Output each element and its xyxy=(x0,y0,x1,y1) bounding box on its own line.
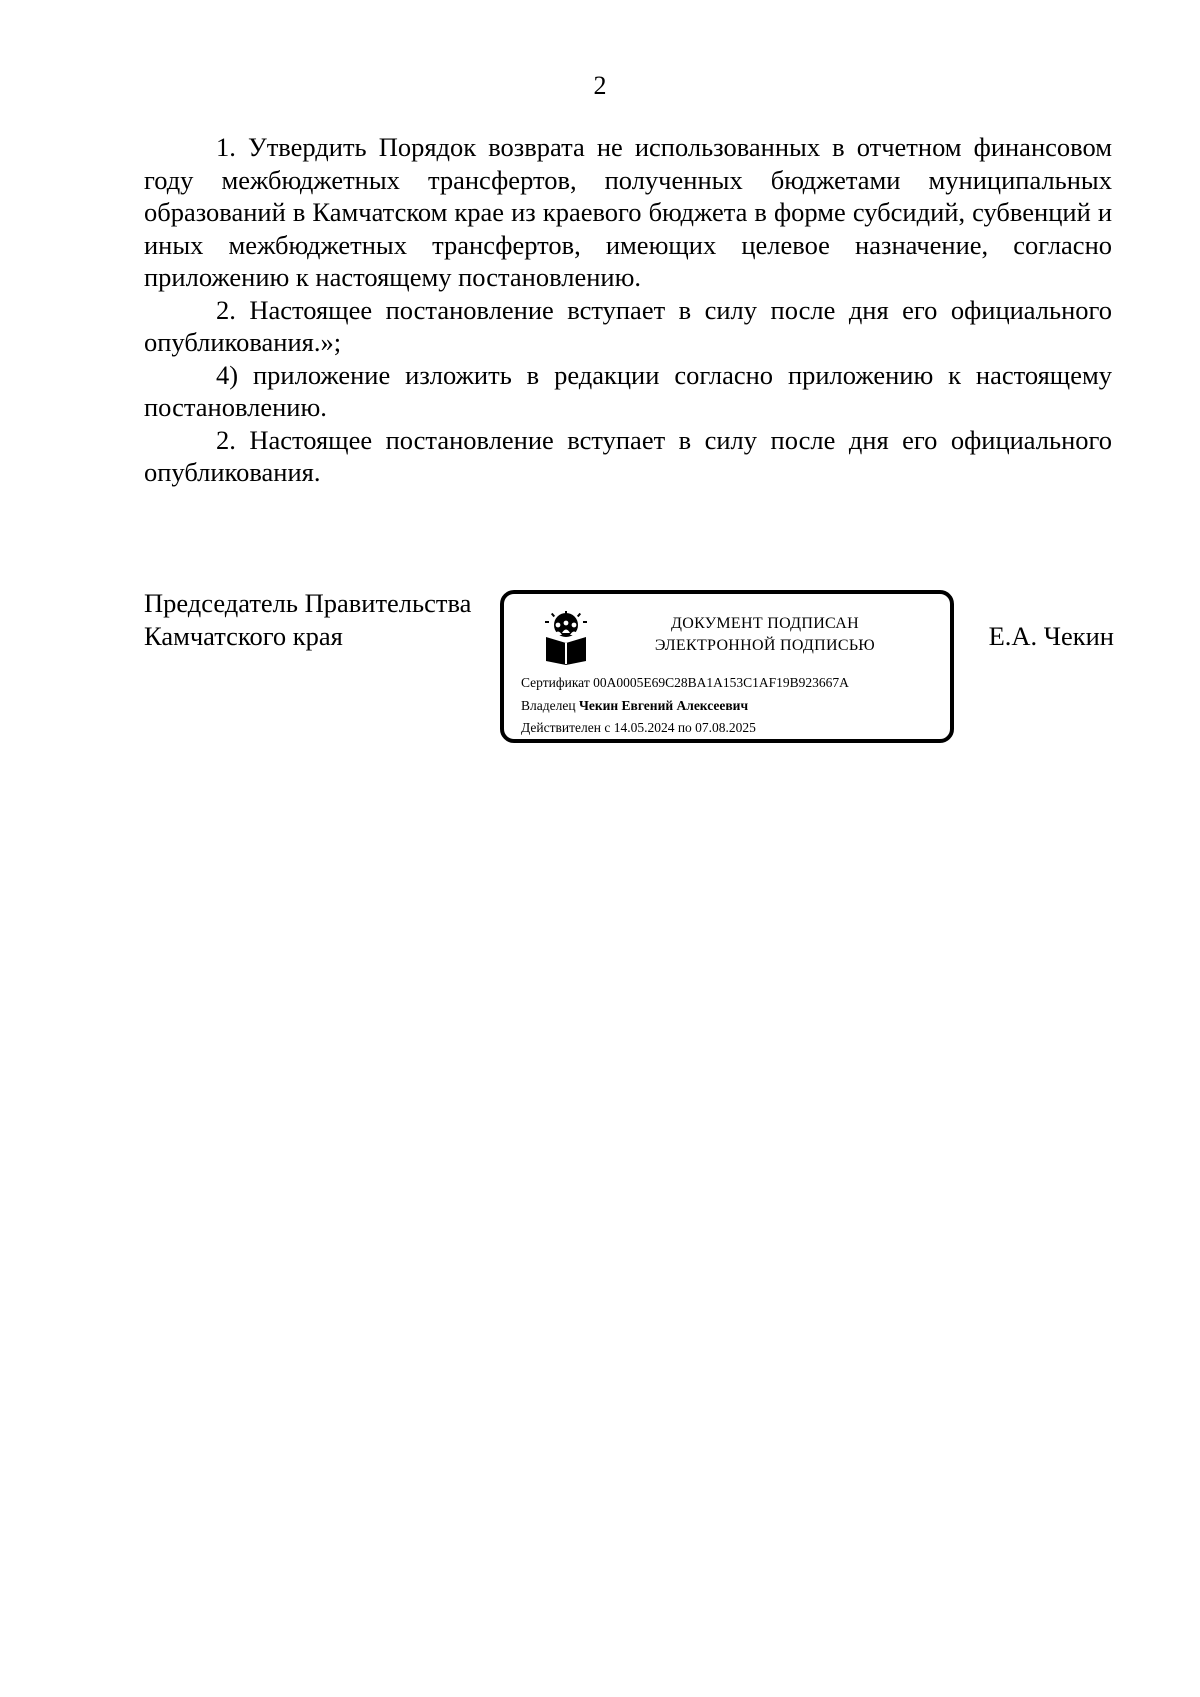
stamp-title-line1: ДОКУМЕНТ ПОДПИСАН xyxy=(671,615,859,632)
paragraph-approve-procedure: 1. Утвердить Порядок возврата не использованных в отчетном финансовом году межбюджетных трансфертов, полученных бюджетами муниципальных образований в Камчатском крае из краевого бюджета в форме субсидий, субвенций и иных межбюджетных трансфертов, имеющих целевое назначение, согласно приложению к настоящему постановлению. xyxy=(144,132,1112,292)
stamp-certificate-line xyxy=(521,672,849,695)
paragraph-effective-date-quoted: 2. Настоящее постановление вступает в силу после дня его официального опубликования.»; xyxy=(144,294,1112,357)
stamp-title xyxy=(600,613,930,657)
paragraph-appendix-amendment: 4) приложение изложить в редакции согласно приложению к настоящему постановлению. xyxy=(144,359,1112,422)
owner-value: Чекин Евгений Алексеевич xyxy=(578,697,749,713)
owner-label: Владелец xyxy=(521,697,576,713)
stamp-title-line2: ЭЛЕКТРОННОЙ ПОДПИСЬЮ xyxy=(654,637,876,654)
valid-from-date: 14.05.2024 xyxy=(613,720,675,735)
valid-to-date: 07.08.2025 xyxy=(695,720,756,735)
paragraph-effective-date: 2. Настоящее постановление вступает в силу после дня его официального опубликования. xyxy=(144,424,1112,487)
signatory-position-line2: Камчатского края xyxy=(144,620,343,651)
document-body xyxy=(144,131,1112,489)
electronic-signature-stamp xyxy=(500,590,954,743)
stamp-owner-line xyxy=(521,695,849,718)
valid-from-prefix: с xyxy=(604,720,611,735)
certificate-label: Сертификат xyxy=(521,675,590,690)
signatory-position xyxy=(144,587,471,652)
valid-to-prefix: по xyxy=(677,720,692,735)
stamp-details xyxy=(521,672,849,740)
kamchatka-emblem-icon xyxy=(540,611,592,667)
stamp-validity-line xyxy=(521,717,849,740)
signatory-name: Е.А. Чекин xyxy=(988,621,1114,651)
valid-label: Действителен xyxy=(521,720,601,735)
certificate-value: 00A0005E69C28BA1A153C1AF19B923667A xyxy=(593,675,849,690)
signatory-position-line1: Председатель Правительства xyxy=(144,588,472,618)
page-number: 2 xyxy=(593,71,607,100)
